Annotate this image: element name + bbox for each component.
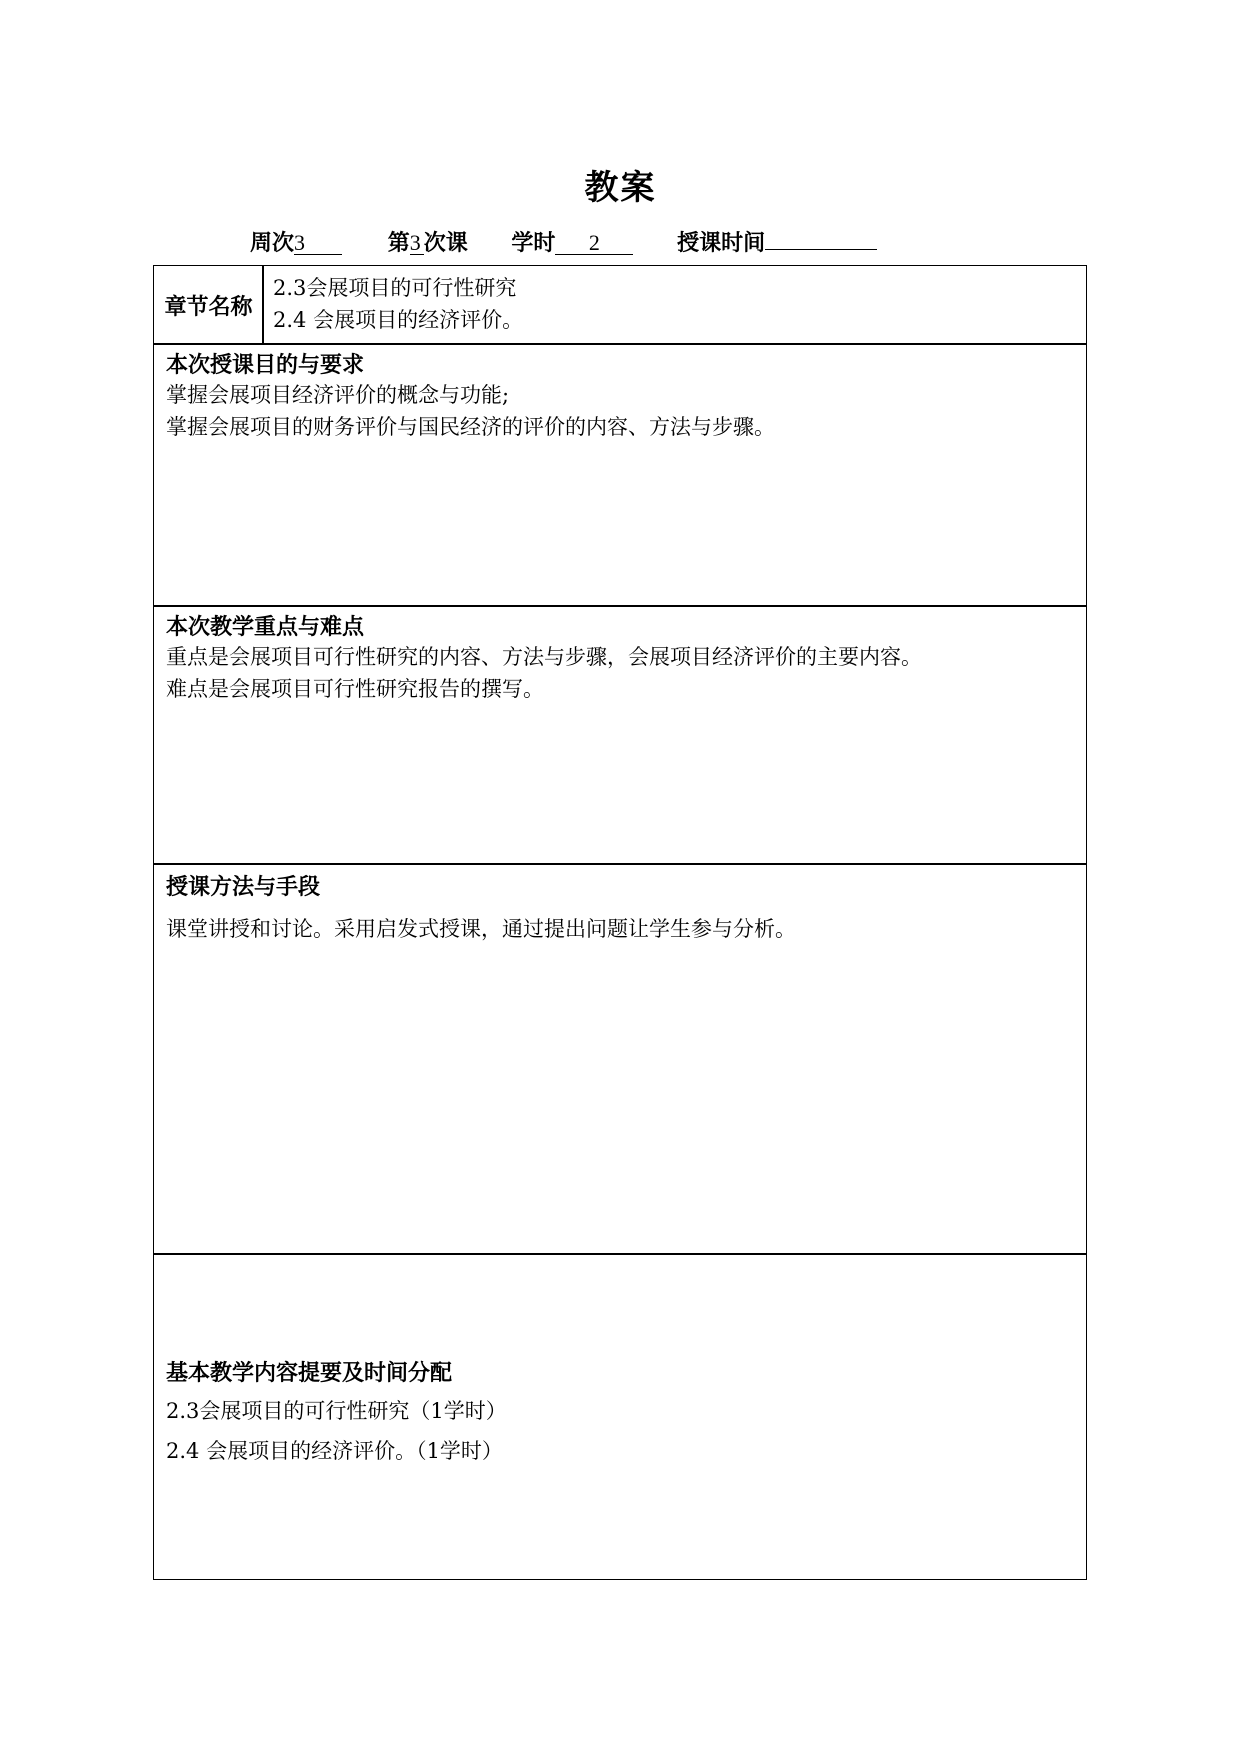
chapter-line-2: 2.4 会展项目的经济评价。 bbox=[273, 308, 524, 332]
keypoints-heading: 本次教学重点与难点 bbox=[166, 615, 365, 640]
week-label: 周次 bbox=[250, 231, 295, 256]
lesson-meta-row bbox=[250, 226, 877, 257]
methods-section bbox=[153, 863, 1087, 1255]
hours-label: 学时 bbox=[511, 231, 556, 256]
content-section bbox=[153, 1253, 1087, 1580]
objectives-heading: 本次授课目的与要求 bbox=[166, 353, 365, 378]
week-value: 3 bbox=[294, 232, 342, 255]
chapter-label-cell bbox=[153, 265, 264, 345]
objectives-section bbox=[153, 343, 1087, 607]
lesson-prefix: 第 bbox=[387, 231, 410, 256]
chapter-label: 章节名称 bbox=[164, 294, 253, 320]
time-label: 授课时间 bbox=[677, 231, 766, 256]
content-line-1: 2.3会展项目的可行性研究（1学时） bbox=[166, 1399, 507, 1423]
objectives-line-2: 掌握会展项目的财务评价与国民经济的评价的内容、方法与步骤。 bbox=[166, 415, 775, 439]
content-heading: 基本教学内容提要及时间分配 bbox=[166, 1361, 453, 1386]
content-line-2: 2.4 会展项目的经济评价。（1学时） bbox=[166, 1439, 503, 1463]
methods-heading: 授课方法与手段 bbox=[166, 875, 321, 900]
time-value bbox=[765, 249, 877, 250]
objectives-line-1: 掌握会展项目经济评价的概念与功能; bbox=[166, 383, 510, 407]
methods-line-1: 课堂讲授和讨论。采用启发式授课，通过提出问题让学生参与分析。 bbox=[166, 917, 796, 941]
keypoints-section bbox=[153, 605, 1087, 865]
chapter-name-cell bbox=[262, 265, 1087, 345]
lesson-value: 3 bbox=[410, 232, 424, 255]
keypoints-line-2: 难点是会展项目可行性研究报告的撰写。 bbox=[166, 677, 544, 701]
lesson-suffix: 次课 bbox=[423, 231, 468, 256]
page-title: 教案 bbox=[584, 168, 657, 208]
hours-value: 2 bbox=[555, 232, 633, 255]
chapter-line-1: 2.3会展项目的可行性研究 bbox=[273, 276, 517, 300]
keypoints-line-1: 重点是会展项目可行性研究的内容、方法与步骤，会展项目经济评价的主要内容。 bbox=[166, 645, 922, 669]
